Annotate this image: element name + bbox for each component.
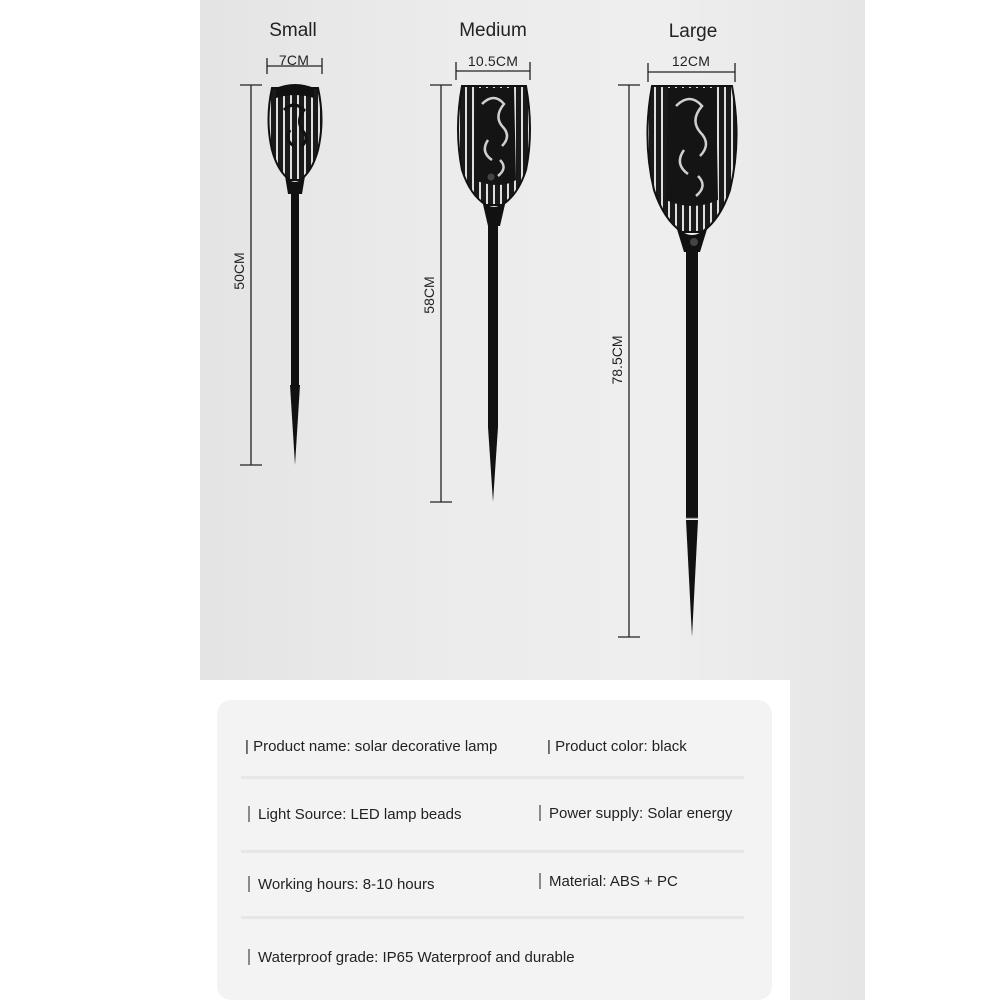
- spec-divider: [241, 776, 744, 779]
- height-label-small: 50CM: [231, 252, 247, 290]
- size-name-medium: Medium: [459, 20, 527, 41]
- spec-marker: [248, 876, 250, 892]
- spec-light-source-text: Light Source: LED lamp beads: [258, 806, 462, 823]
- spec-card: [217, 700, 772, 1000]
- spec-working-hours: [248, 876, 434, 893]
- width-label-large: 12CM: [671, 53, 711, 69]
- size-name-large: Large: [668, 21, 718, 42]
- large-lamp-stake: [686, 248, 698, 518]
- spec-power-supply-text: Power supply: Solar energy: [549, 805, 733, 822]
- small-lamp-stake: [291, 190, 299, 385]
- large-lamp: [618, 63, 737, 637]
- spec-marker: [539, 805, 541, 821]
- spec-working-hours-text: Working hours: 8-10 hours: [258, 876, 435, 893]
- medium-lamp-stake: [488, 222, 498, 427]
- height-label-large: 78.5CM: [609, 335, 625, 385]
- spec-marker: [248, 949, 250, 965]
- medium-lamp: [430, 62, 530, 502]
- spec-power-supply: [539, 805, 732, 822]
- spec-divider: [241, 916, 744, 919]
- width-label-small: 7CM: [278, 52, 310, 68]
- spec-material: [539, 873, 678, 890]
- height-label-medium: 58CM: [421, 276, 437, 314]
- spec-divider: [241, 850, 744, 853]
- spec-marker: [539, 873, 541, 889]
- spec-marker: [248, 806, 250, 822]
- spec-material-text: Material: ABS + PC: [549, 873, 678, 890]
- width-label-medium: 10.5CM: [467, 53, 519, 69]
- size-name-small: Small: [269, 20, 317, 41]
- small-lamp-head: [269, 88, 322, 180]
- spec-light-source: [248, 806, 461, 823]
- spec-product-name: | Product name: solar decorative lamp: [245, 738, 498, 755]
- spec-waterproof-grade-text: Waterproof grade: IP65 Waterproof and durable: [258, 949, 575, 966]
- small-lamp: [240, 58, 322, 465]
- spec-product-color: | Product color: black: [547, 738, 687, 755]
- spec-waterproof-grade: [248, 949, 575, 966]
